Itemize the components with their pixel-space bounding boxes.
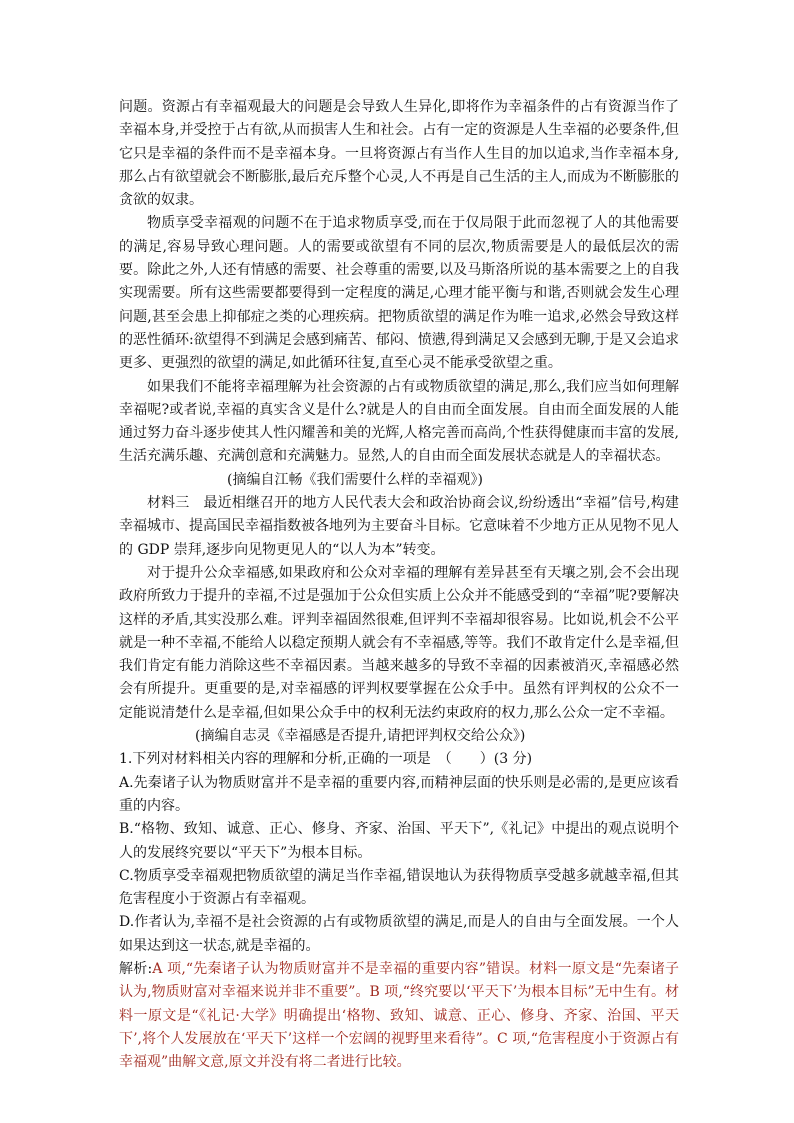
paragraph-public-happiness: 对于提升公众幸福感,如果政府和公众对幸福的理解有差异甚至有天壤之别,会不会出现政府所致力于提升的幸福,不过是强加于公众但实质上公众并不能感受到的“幸福”呢?要解决这样的矛盾,其实没那么难。评判幸福固然很难,但评判不幸福却很容易。比如说,机会不公平就是一种不幸福,不能给人以稳定预期人就会有不幸福感,等等。我们不敢肯定什么是幸福,但我们肯定有能力消除这些不幸福因素。当越来越多的导致不幸福的因素被消灭,幸福感必然会有所提升。更重要的是,对幸福感的评判权要掌握在公众手中。虽然有评判权的公众不一定能说清楚什么是幸福,但如果公众手中的权利无法约束政府的权力,那么公众一定不幸福。	[119, 564, 679, 721]
question-stem: 1.下列对材料相关内容的理解和分析,正确的一项是 （ ）(3 分)	[119, 751, 533, 768]
source-citation-zhi-ling: (摘编自志灵《幸福感是否提升,请把评判权交给公众》)	[195, 728, 526, 745]
paragraph-resource-possession: 问题。资源占有幸福观最大的问题是会导致人生异化,即将作为幸福条件的占有资源当作了幸福本身,并受控于占有欲,从而损害人生和社会。占有一定的资源是人生幸福的必要条件,但它只是幸福的条件而不是幸福本身。一旦将资源占有当作人生目的加以追求,当作幸福本身,那么占有欲望就会不断膨胀,最后充斥整个心灵,人不再是自己生活的主人,而成为不断膨胀的贪欲的奴隶。	[119, 99, 679, 209]
answer-analysis	[119, 958, 679, 1074]
paragraph-free-development: 如果我们不能将幸福理解为社会资源的占有或物质欲望的满足,那么,我们应当如何理解幸福呢?或者说,幸福的真实含义是什么?就是人的自由而全面发展。自由而全面发展的人能通过努力奋斗逐步使其人性闪耀善和美的光辉,人格完善而高尚,个性获得健康而丰富的发展,生活充满乐趣、充满创意和充满魅力。显然,人的自由而全面发展状态就是人的幸福状态。	[119, 378, 679, 465]
question-option-c: C.物质享受幸福观把物质欲望的满足当作幸福,错误地认为获得物质享受越多就越幸福,但其危害程度小于资源占有幸福观。	[119, 867, 679, 908]
question-option-a: A.先秦诸子认为物质财富并不是幸福的重要内容,而精神层面的快乐则是必需的,是更应该看重的内容。	[119, 774, 679, 814]
analysis-text: A 项,“先秦诸子认为物质财富并不是幸福的重要内容”错误。材料一原文是“先秦诸子认为,物质财富对幸福来说并非不重要”。B 项,“终究要以‘平天下’为根本目标”无中生有。材料一原文是“《礼记·大学》明确提出‘格物、致知、诚意、正心、修身、齐家、治国、平天下’,将个人发展放在‘平天下’这样一个宏阔的视野里来看待”。C 项,“危害程度小于资源占有幸福观”曲解文意,原文并没有将二者进行比较。	[119, 960, 680, 1071]
document-page	[119, 96, 679, 1074]
source-citation-jiang-chang: (摘编自江畅《我们需要什么样的幸福观》)	[227, 471, 483, 488]
paragraph-material-three: 材料三 最近相继召开的地方人民代表大会和政治协商会议,纷纷透出“幸福”信号,构建幸福城市、提高国民幸福指数被各地列为主要奋斗目标。它意味着不少地方正从见物不见人的 GDP 崇拜,逐步向见物更见人的“以人为本”转变。	[119, 495, 679, 558]
analysis-label: 解析:	[119, 960, 153, 977]
question-option-d: D.作者认为,幸福不是社会资源的占有或物质欲望的满足,而是人的自由与全面发展。一个人如果达到这一状态,就是幸福的。	[119, 914, 679, 954]
question-option-b: B.“格物、致知、诚意、正心、修身、齐家、治国、平天下”,《礼记》中提出的观点说明个人的发展终究要以“平天下”为根本目标。	[119, 821, 679, 861]
paragraph-material-enjoyment: 物质享受幸福观的问题不在于追求物质享受,而在于仅局限于此而忽视了人的其他需要的满足,容易导致心理问题。人的需要或欲望有不同的层次,物质需要是人的最低层次的需要。除此之外,人还有情感的需要、社会尊重的需要,以及马斯洛所说的基本需要之上的自我实现需要。所有这些需要都要得到一定程度的满足,心理才能平衡与和谐,否则就会发生心理问题,甚至会患上抑郁症之类的心理疾病。把物质欲望的满足作为唯一追求,必然会导致这样的恶性循环:欲望得不到满足会感到痛苦、郁闷、愤懑,得到满足又会感到无聊,于是又会追求更多、更强烈的欲望的满足,如此循环往复,直至心灵不能承受欲望之重。	[119, 215, 679, 372]
